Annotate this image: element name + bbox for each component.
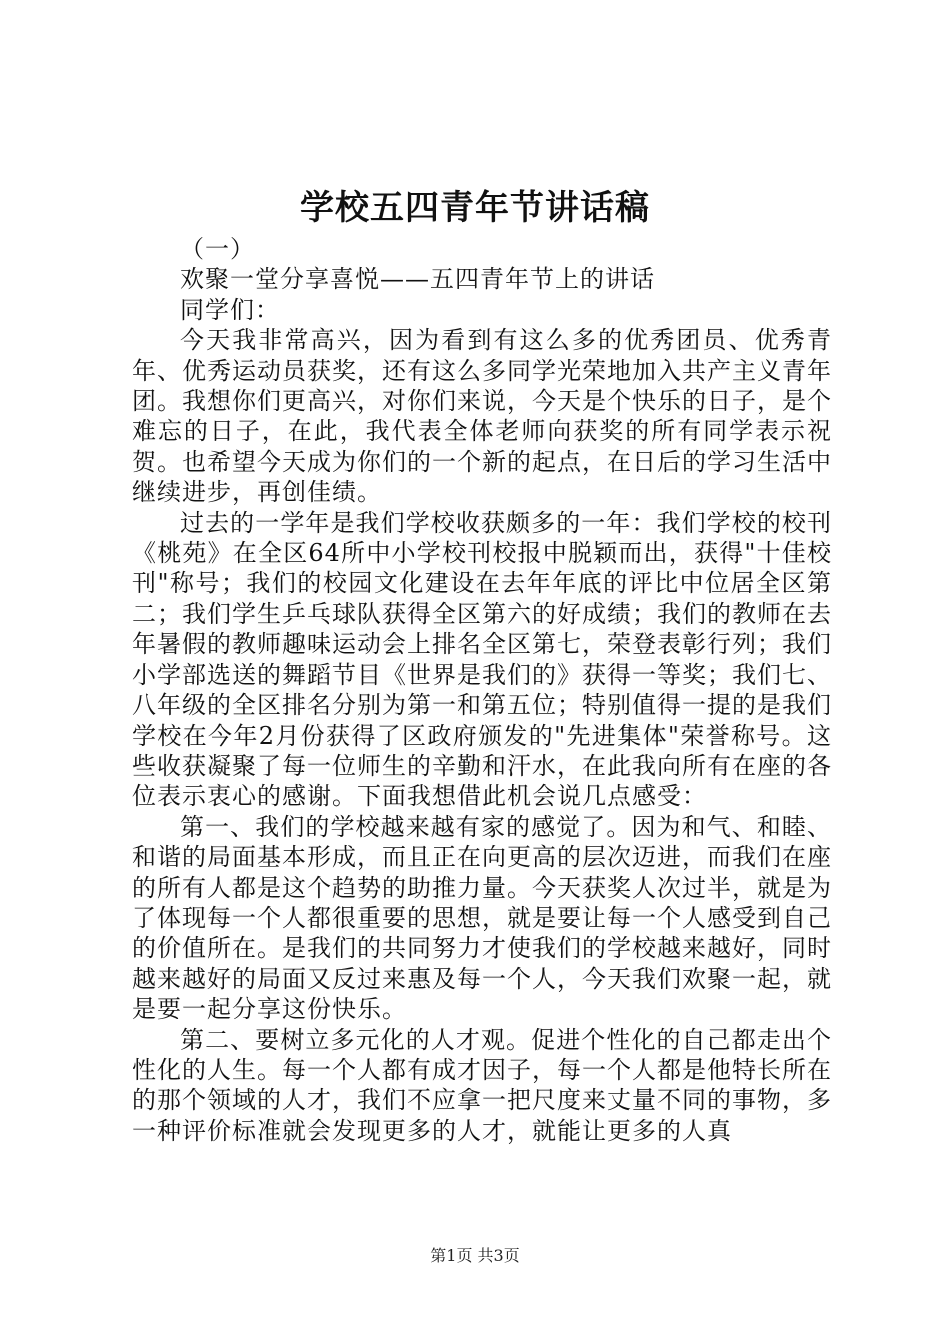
page-indicator: 第1页 共3页 <box>430 1246 520 1265</box>
document-body <box>132 234 832 1146</box>
section-number: （一） <box>180 235 255 263</box>
paragraph: 第二、要树立多元化的人才观。促进个性化的自己都走出个性化的人生。每一个人都有成才因子，每一个人都是他特长所在的那个领域的人才，我们不应拿一把尺度来丈量不同的事物，多一种评价标准就会发现更多的人才，就能让更多的人真 <box>132 1025 832 1145</box>
paragraph: 第一、我们的学校越来越有家的感觉了。因为和气、和睦、和谐的局面基本形成，而且正在向更高的层次迈进，而我们在座的所有人都是这个趋势的助推力量。今天获奖人次过半，就是为了体现每一个人都很重要的思想，就是要让每一个人感受到自己的价值所在。是我们的共同努力才使我们的学校越来越好，同时越来越好的局面又反过来惠及每一个人，今天我们欢聚一起，就是要一起分享这份快乐。 <box>132 812 832 1024</box>
salutation: 同学们： <box>180 295 280 324</box>
speech-subtitle: 欢聚一堂分享喜悦——五四青年节上的讲话 <box>180 265 655 294</box>
paragraph: 过去的一学年是我们学校收获颇多的一年：我们学校的校刊《桃苑》在全区64所中小学校刊校报中脱颖而出，获得"十佳校刊"称号；我们的校园文化建设在去年年底的评比中位居全区第二；我们学生乒乓球队获得全区第六的好成绩；我们的教师在去年暑假的教师趣味运动会上排名全区第七，荣登表彰行列；我们小学部选送的舞蹈节目《世界是我们的》获得一等奖；我们七、八年级的全区排名分别为第一和第五位；特别值得一提的是我们学校在今年2月份获得了区政府颁发的"先进集体"荣誉称号。这些收获凝聚了每一位师生的辛勤和汗水，在此我向所有在座的各位表示衷心的感谢。下面我想借此机会说几点感受： <box>132 508 832 811</box>
paragraph: 今天我非常高兴，因为看到有这么多的优秀团员、优秀青年、优秀运动员获奖，还有这么多同学光荣地加入共产主义青年团。我想你们更高兴，对你们来说，今天是个快乐的日子，是个难忘的日子，在此，我代表全体老师向获奖的所有同学表示祝贺。也希望今天成为你们的一个新的起点，在日后的学习生活中继续进步，再创佳绩。 <box>132 326 832 507</box>
document-title: 学校五四青年节讲话稿 <box>300 188 650 228</box>
